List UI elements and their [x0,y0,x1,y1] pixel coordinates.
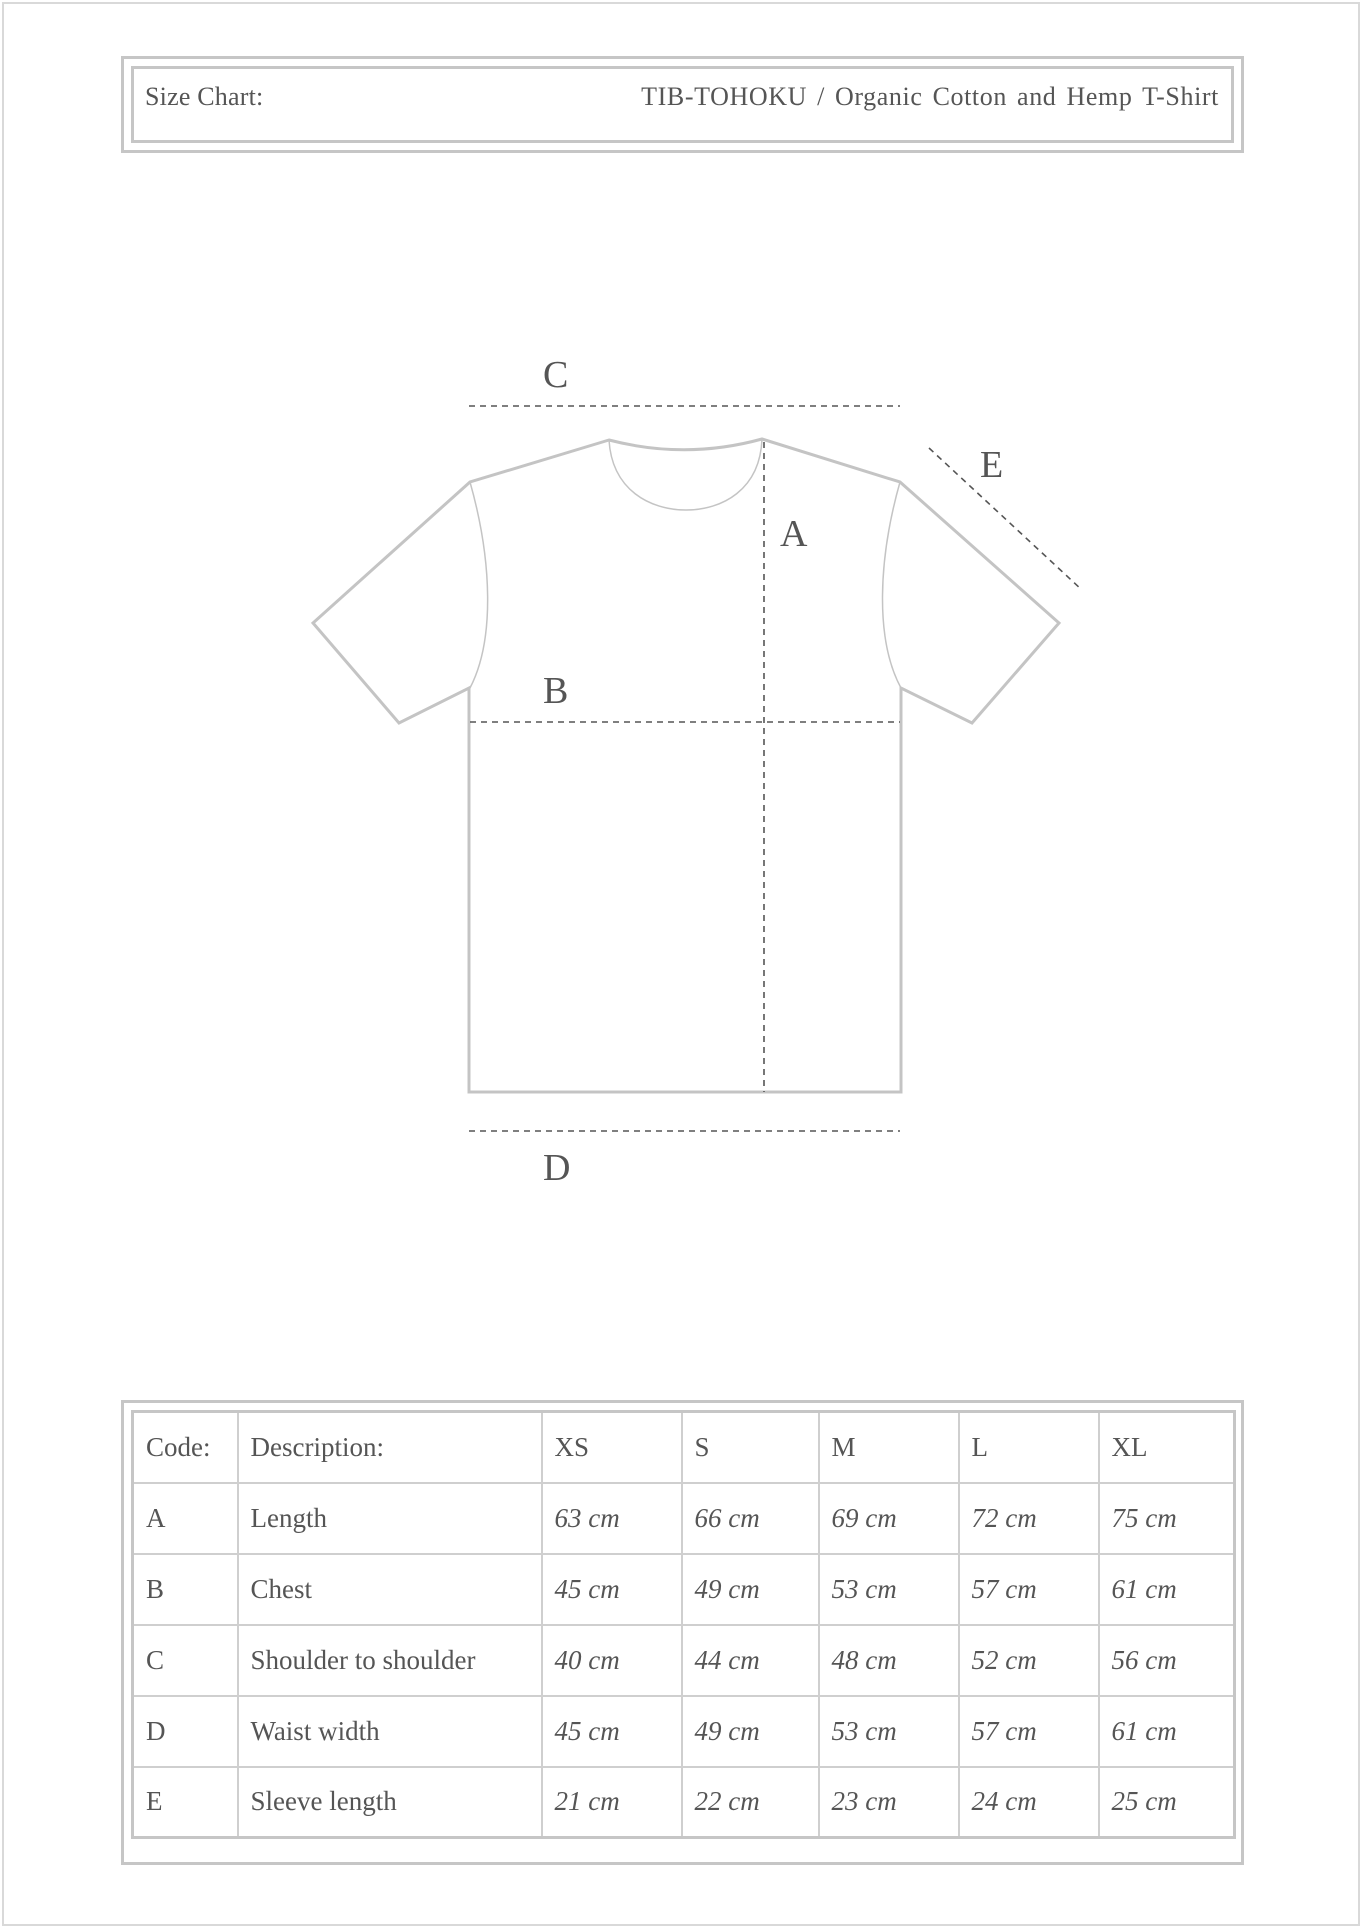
row-code: D [133,1696,238,1767]
label-b: B [543,670,569,712]
row-description: Length [238,1483,542,1554]
value-s: 49 cm [682,1554,819,1625]
value-l: 24 cm [959,1767,1099,1838]
value-xl: 61 cm [1099,1696,1235,1767]
value-xs: 21 cm [542,1767,682,1838]
value-m: 69 cm [819,1483,959,1554]
value-xl: 56 cm [1099,1625,1235,1696]
header-size-xl: XL [1099,1412,1235,1483]
value-xs: 45 cm [542,1696,682,1767]
value-s: 66 cm [682,1483,819,1554]
value-s: 49 cm [682,1696,819,1767]
value-l: 52 cm [959,1625,1099,1696]
product-title: TIB-TOHOKU / Organic Cotton and Hemp T-Shirt [641,82,1219,111]
table-row [133,1767,1235,1838]
measure-line-e [929,448,1082,590]
header-size-xs: XS [542,1412,682,1483]
tshirt-outline [313,439,1059,1092]
value-xs: 63 cm [542,1483,682,1554]
value-m: 48 cm [819,1625,959,1696]
label-d: D [543,1147,571,1189]
table-row [133,1696,1235,1767]
size-chart-label: Size Chart: [145,82,264,111]
value-l: 72 cm [959,1483,1099,1554]
row-code: B [133,1554,238,1625]
value-xs: 45 cm [542,1554,682,1625]
value-m: 53 cm [819,1554,959,1625]
table-row [133,1483,1235,1554]
value-s: 22 cm [682,1767,819,1838]
table-header-row [133,1412,1235,1483]
value-m: 53 cm [819,1696,959,1767]
row-code: A [133,1483,238,1554]
row-code: C [133,1625,238,1696]
value-xl: 25 cm [1099,1767,1235,1838]
label-e: E [980,444,1004,486]
header-size-m: M [819,1412,959,1483]
value-xl: 61 cm [1099,1554,1235,1625]
row-code: E [133,1767,238,1838]
row-description: Waist width [238,1696,542,1767]
value-s: 44 cm [682,1625,819,1696]
label-c: C [543,354,569,396]
header-description: Description: [238,1412,542,1483]
row-description: Sleeve length [238,1767,542,1838]
value-l: 57 cm [959,1554,1099,1625]
value-xl: 75 cm [1099,1483,1235,1554]
value-m: 23 cm [819,1767,959,1838]
size-table [131,1410,1236,1839]
tshirt-seams [470,439,901,688]
header-size-s: S [682,1412,819,1483]
row-description: Shoulder to shoulder [238,1625,542,1696]
value-l: 57 cm [959,1696,1099,1767]
table-row [133,1554,1235,1625]
header-size-l: L [959,1412,1099,1483]
row-description: Chest [238,1554,542,1625]
table-row [133,1625,1235,1696]
header-code: Code: [133,1412,238,1483]
label-a: A [780,513,808,555]
measurement-lines [469,406,1082,1131]
value-xs: 40 cm [542,1625,682,1696]
